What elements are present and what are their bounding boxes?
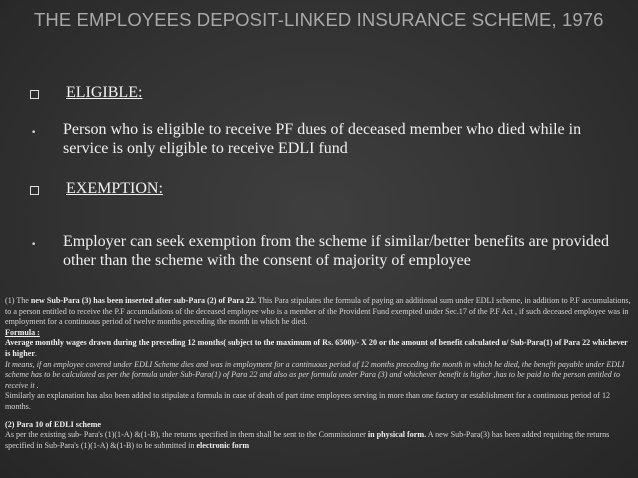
bullet-exemption-body	[30, 232, 630, 292]
exemption-heading: EXEMPTION:	[66, 180, 163, 197]
note-text: A new Sub-Para(3) has been added requiring the returns specified in Sub-Para's (1)(1-A) &(1-B) to be submitted in	[5, 430, 610, 450]
note-bold: electronic form	[196, 440, 250, 450]
eligible-heading: ELIGIBLE:	[66, 84, 143, 101]
similarly-text: Similarly an explanation has also been added to stipulate a formula in case of death of part time employees serving in more than one factory or establishment for a continuous period of 12 months.	[5, 391, 611, 411]
bullet-exemption	[30, 180, 630, 202]
formula	[5, 338, 633, 359]
note-bold: new Sub-Para (3) has been inserted after sub-Para (2) of Para 22.	[30, 296, 257, 305]
eligible-body-text: Person who is eligible to receive PF dues of deceased member who died while in service is only eligible to receive EDLI fund	[63, 121, 582, 157]
formula-label	[5, 328, 633, 339]
checkbox-square-icon	[30, 90, 39, 99]
checkbox-square-icon	[30, 186, 39, 195]
note-para-2-heading	[5, 420, 633, 431]
note-text: As per the existing sub- Para's (1)(1-A) &(1-B), the returns specified in them shall be sent to the Commissioner	[5, 430, 368, 440]
bullet-eligible	[30, 84, 630, 106]
bullet-dot-icon: •	[31, 128, 37, 138]
note-para-1	[5, 296, 633, 328]
note-similarly	[5, 391, 633, 412]
footnotes	[5, 296, 633, 451]
note-para-2	[5, 430, 633, 451]
note-italic	[5, 360, 633, 392]
para-2-heading-text: (2) Para 10 of EDLI scheme	[5, 419, 101, 429]
formula-end: .	[34, 348, 37, 358]
italic-text: It means, if an employee covered under EDLI Scheme dies and was in employment for a continuous period of 12 months preceding the month in which he died, the benefit payable under EDLI scheme has to be calculated as per the formula under Sub-Para(1) of Para 22 and also as per formula under Para (3) and whichever benefit is higher ,has to be paid to the person entitled to receive it .	[5, 359, 625, 390]
bullet-eligible-body	[30, 120, 630, 162]
spacer	[5, 413, 633, 420]
slide-title: THE EMPLOYEES DEPOSIT-LINKED INSURANCE SCHEME, 1976	[34, 9, 604, 30]
bullet-dot-icon: •	[31, 240, 37, 250]
formula-label-text: Formula :	[5, 327, 40, 337]
note-text: This Para stipulates the formula of paying an additional sum under EDLI scheme, in addition to P.F accumulations, to a person entitled to receive the P.F accumulations of the deceased employee who is a member of the Provident Fund exempted under Sec.17 of the P.F Act , if such deceased employee was in employment for a continuous period of twelve months preceding the month in which he died.	[5, 296, 631, 327]
formula-text: Average monthly wages drawn during the preceding 12 months( subject to the maximum of Rs. 6500)/- X 20 or the amount of benefit calculated u/ Sub-Para(1) of Para 22 whichever is higher	[5, 338, 628, 358]
note-text: (1) The	[5, 296, 31, 305]
exemption-body-text: Employer can seek exemption from the scheme if similar/better benefits are provided other than the scheme with the consent of majority of employee	[63, 233, 610, 269]
note-bold: in physical form.	[367, 430, 427, 440]
